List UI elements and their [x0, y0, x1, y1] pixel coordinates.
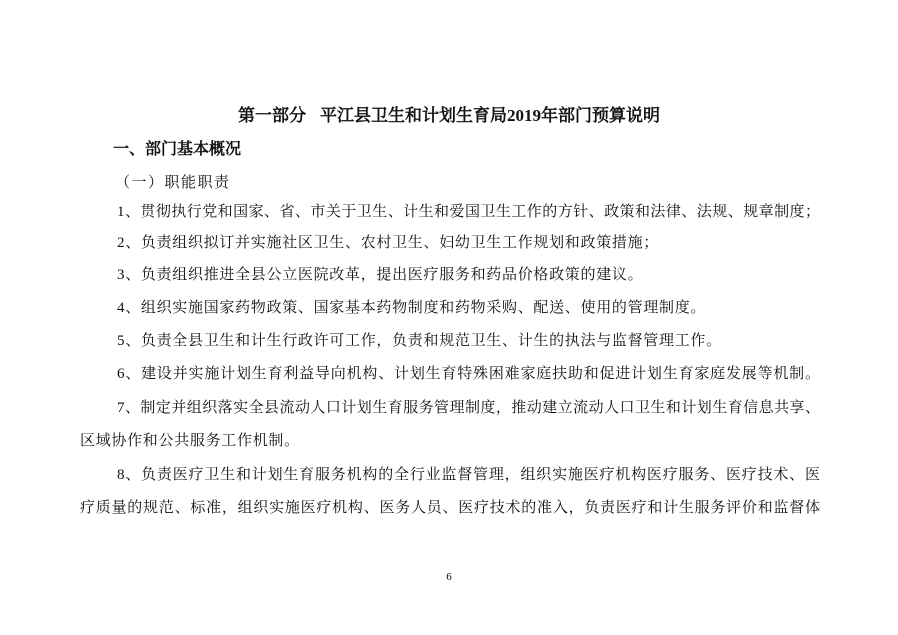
- section-heading: 一、部门基本概况: [113, 141, 242, 158]
- page-number: 6: [446, 571, 452, 583]
- duty-item-6: 6、建设并实施计划生育利益导向机构、计划生育特殊困难家庭扶助和促进计划生育家庭发展等机制。: [117, 366, 820, 382]
- title-main: 平江县卫生和计划生育局2019年部门预算说明: [320, 106, 660, 125]
- title-part-number: 第一部分: [238, 106, 306, 125]
- duty-item-4: 4、组织实施国家药物政策、国家基本药物制度和药物采购、配送、使用的管理制度。: [117, 300, 707, 316]
- subsection-heading: （一）职能职责: [115, 175, 231, 191]
- duty-item-1: 1、贯彻执行党和国家、省、市关于卫生、计生和爱国卫生工作的方针、政策和法律、法规、规章制度；: [117, 204, 820, 220]
- duty-item-7-line-2: 区域协作和公共服务工作机制。: [80, 433, 300, 449]
- duty-item-2: 2、负责组织拟订并实施社区卫生、农村卫生、妇幼卫生工作规划和政策措施；: [117, 235, 660, 251]
- duty-item-8-line-1: 8、负责医疗卫生和计划生育服务机构的全行业监督管理，组织实施医疗机构医疗服务、医疗技术、医: [117, 467, 820, 483]
- duty-item-3: 3、负责组织推进全县公立医院改革，提出医疗服务和药品价格政策的建议。: [117, 267, 644, 283]
- duty-item-7-line-1: 7、制定并组织落实全县流动人口计划生育服务管理制度，推动建立流动人口卫生和计划生育信息共享、: [117, 400, 820, 416]
- duty-item-8-line-2: 疗质量的规范、标准，组织实施医疗机构、医务人员、医疗技术的准入，负责医疗和计生服务评价和监督体: [80, 500, 820, 516]
- duty-item-5: 5、负责全县卫生和计生行政许可工作，负责和规范卫生、计生的执法与监督管理工作。: [117, 333, 722, 349]
- page-title: [0, 106, 898, 125]
